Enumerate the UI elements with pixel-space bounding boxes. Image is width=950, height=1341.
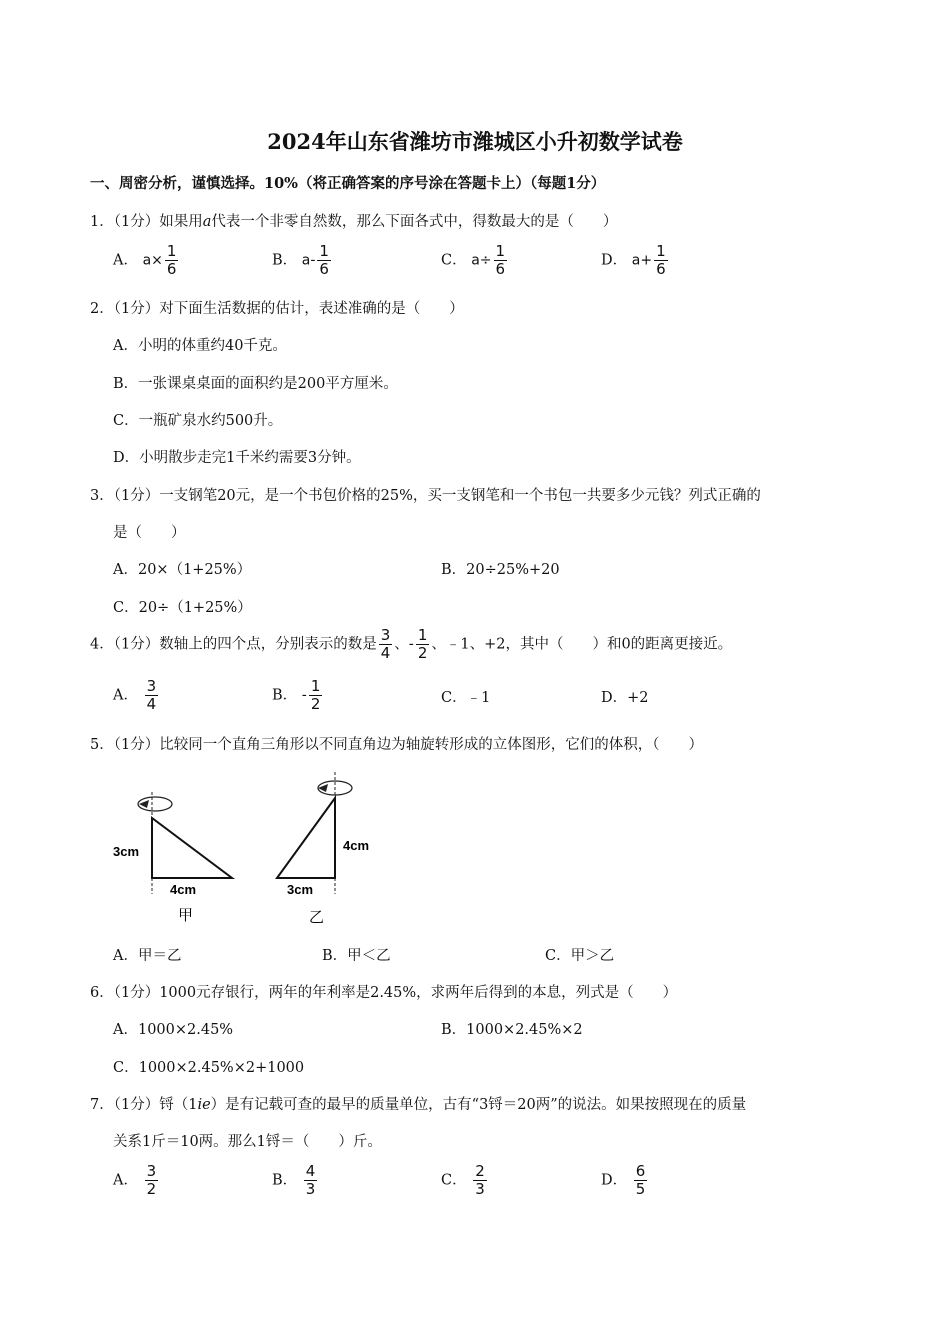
q2-option-c[interactable]: C．一瓶矿泉水约500升。 <box>113 413 283 429</box>
jia-side-label: 3cm <box>113 844 140 859</box>
q4-option-b[interactable]: B． - $\frac{1}{2}$ <box>272 677 321 713</box>
q3-option-b[interactable]: B．20÷25%+20 <box>441 562 560 578</box>
q4-option-d[interactable]: D．+2 <box>601 690 649 706</box>
rotation-arrow-icon <box>139 800 149 808</box>
q1-option-b[interactable]: B． a- $\frac{1}{6}$ <box>272 242 329 278</box>
yi-name-label: 乙 <box>309 908 325 926</box>
q6-option-b[interactable]: B．1000×2.45%×2 <box>441 1022 583 1038</box>
q6-option-c[interactable]: C．1000×2.45%×2+1000 <box>113 1060 305 1076</box>
q7-option-b[interactable]: B． $\frac{4}{3}$ <box>272 1162 316 1198</box>
q5-option-b[interactable]: B．甲＜乙 <box>322 948 391 964</box>
question-1-stem: 1．（1分）如果用a代表一个非零自然数，那么下面各式中，得数最大的是（ ） <box>90 214 618 230</box>
q7-option-d[interactable]: D． $\frac{6}{5}$ <box>601 1162 646 1198</box>
q1-option-d[interactable]: D． a+ $\frac{1}{6}$ <box>601 242 666 278</box>
question-4-stem: 4．（1分）数轴上的四个点，分别表示的数是 $\frac{3}{4}$ 、- $\frac{1}{2}$ 、﹣1、+2，其中（ ）和0的距离更接近。 <box>90 626 733 662</box>
figure-jia <box>105 790 250 930</box>
q4-option-c[interactable]: C．﹣1 <box>441 690 491 706</box>
q6-option-a[interactable]: A．1000×2.45% <box>113 1022 234 1038</box>
triangle-yi <box>277 798 335 878</box>
figure-yi <box>265 770 395 930</box>
q7-option-a[interactable]: A． $\frac{3}{2}$ <box>113 1162 157 1198</box>
q3-option-a[interactable]: A．20×（1+25%） <box>113 562 252 578</box>
question-3-stem-line1: 3．（1分）一支钢笔20元，是一个书包价格的25%，买一支钢笔和一个书包一共要多少元钱？列式正确的 <box>90 488 761 504</box>
question-6-stem: 6．（1分）1000元存银行，两年的年利率是2.45%，求两年后得到的本息，列式是（ ） <box>90 985 678 1001</box>
jia-name-label: 甲 <box>178 906 194 924</box>
section-heading: 一、周密分析，谨慎选择。10%（将正确答案的序号涂在答题卡上）（每题1分） <box>90 175 606 192</box>
question-2-stem: 2．（1分）对下面生活数据的估计，表述准确的是（ ） <box>90 301 464 317</box>
q4-option-a[interactable]: A． $\frac{3}{4}$ <box>113 677 157 713</box>
q7-option-c[interactable]: C． $\frac{2}{3}$ <box>441 1162 485 1198</box>
q2-option-b[interactable]: B．一张课桌桌面的面积约是200平方厘米。 <box>113 376 398 392</box>
q5-option-c[interactable]: C．甲＞乙 <box>545 948 615 964</box>
q5-option-a[interactable]: A．甲＝乙 <box>113 948 182 964</box>
q1-option-a[interactable]: A． a× $\frac{1}{6}$ <box>113 242 177 278</box>
question-3-stem-line2: 是（ ） <box>113 525 186 541</box>
yi-base-label: 3cm <box>287 882 314 897</box>
jia-base-label: 4cm <box>170 882 197 897</box>
question-7-stem-line1: 7．（1分）锊（1ie）是有记载可查的最早的质量单位，古有“3锊＝20两”的说法。如果按照现在的质量 <box>90 1097 747 1113</box>
page-title: 2024年山东省潍坊市潍城区小升初数学试卷 <box>267 129 683 154</box>
question-5-stem: 5．（1分）比较同一个直角三角形以不同直角边为轴旋转形成的立体图形，它们的体积，（ ） <box>90 737 703 753</box>
triangle-jia <box>152 818 232 878</box>
q1-option-c[interactable]: C． a÷ $\frac{1}{6}$ <box>441 242 506 278</box>
question-7-stem-line2: 关系1斤＝10两。那么1锊＝（ ）斤。 <box>113 1134 382 1150</box>
q3-option-c[interactable]: C．20÷（1+25%） <box>113 600 252 616</box>
q2-option-a[interactable]: A．小明的体重约40千克。 <box>113 338 287 354</box>
yi-side-label: 4cm <box>343 838 370 853</box>
q2-option-d[interactable]: D．小明散步走完1千米约需要3分钟。 <box>113 450 361 466</box>
